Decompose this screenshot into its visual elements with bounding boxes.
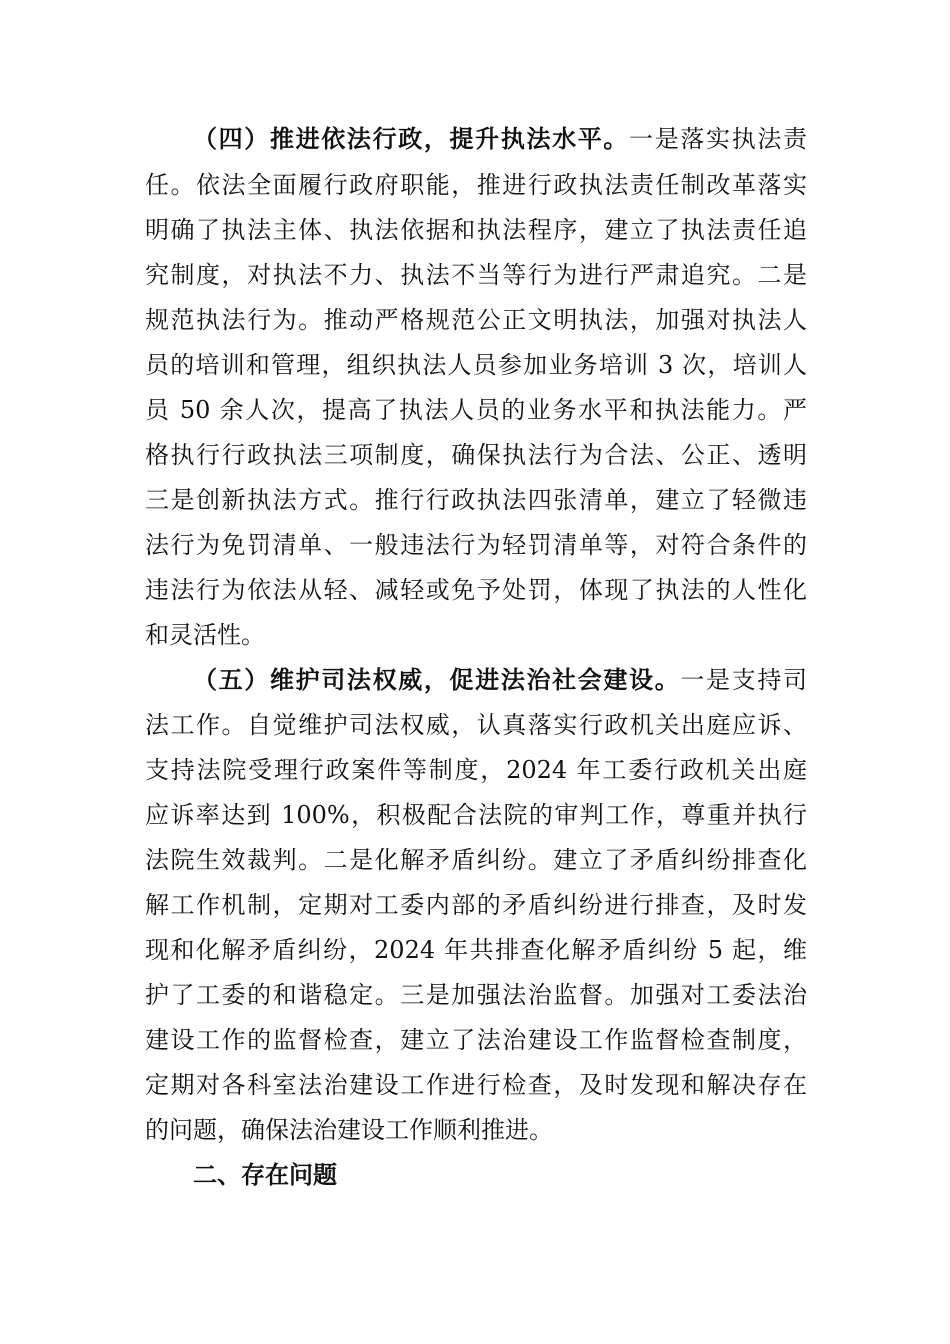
- paragraph-4-line-9: 三是创新执法方式。推行行政执法四张清单，建立了轻微违: [145, 486, 807, 514]
- paragraph-4-line-12: 和灵活性。: [145, 621, 265, 649]
- paragraph-5-line-7: 现和化解矛盾纠纷，2024 年共排查化解矛盾纠纷 5 起，维: [145, 936, 807, 964]
- paragraph-5-line-11: 的问题，确保法治建设工作顺利推进。: [145, 1116, 553, 1144]
- paragraph-4-line-10: 法行为免罚清单、一般违法行为轻罚清单等，对符合条件的: [145, 531, 807, 559]
- paragraph-4-line-4: 究制度，对执法不力、执法不当等行为进行严肃追究。二是: [145, 261, 807, 289]
- paragraph-5-line-1: [193, 657, 807, 703]
- paragraph-4-line-7: 员 50 余人次，提高了执法人员的业务水平和执法能力。严: [145, 396, 807, 424]
- paragraph-5-line-5: 法院生效裁判。二是化解矛盾纠纷。建立了矛盾纠纷排查化: [145, 846, 807, 874]
- paragraph-5-line-10: 定期对各科室法治建设工作进行检查，及时发现和解决存在: [145, 1071, 807, 1099]
- paragraph-4-line-6: 员的培训和管理，组织执法人员参加业务培训 3 次，培训人: [145, 351, 807, 379]
- paragraph-5-heading: （五）维护司法权威，促进法治社会建设。: [193, 665, 681, 694]
- paragraph-5-line-9: 建设工作的监督检查，建立了法治建设工作监督检查制度，: [145, 1026, 807, 1054]
- paragraph-5-line-4: 应诉率达到 100%，积极配合法院的审判工作，尊重并执行: [145, 801, 807, 829]
- paragraph-5-line-2: 法工作。自觉维护司法权威，认真落实行政机关出庭应诉、: [145, 711, 807, 739]
- paragraph-5-line-6: 解工作机制，定期对工委内部的矛盾纠纷进行排查，及时发: [145, 891, 807, 919]
- paragraph-4-line-1-text: 一是落实执法责: [629, 125, 808, 153]
- section-heading: 二、存在问题: [193, 1161, 337, 1189]
- paragraph-4-line-8: 格执行行政执法三项制度，确保执法行为合法、公正、透明: [145, 441, 807, 469]
- paragraph-5-line-1-text: 一是支持司: [680, 666, 807, 694]
- paragraph-4-heading: （四）推进依法行政，提升执法水平。: [193, 124, 630, 153]
- paragraph-5-line-8: 护了工委的和谐稳定。三是加强法治监督。加强对工委法治: [145, 981, 807, 1009]
- paragraph-4-line-1: [193, 116, 807, 162]
- paragraph-4-line-11: 违法行为依法从轻、减轻或免予处罚，体现了执法的人性化: [145, 576, 807, 604]
- paragraph-4-line-3: 明确了执法主体、执法依据和执法程序，建立了执法责任追: [145, 216, 807, 244]
- paragraph-5-line-3: 支持法院受理行政案件等制度，2024 年工委行政机关出庭: [145, 756, 807, 784]
- paragraph-4-line-5: 规范执法行为。推动严格规范公正文明执法，加强对执法人: [145, 306, 807, 334]
- paragraph-4-line-2: 任。依法全面履行政府职能，推进行政执法责任制改革落实: [145, 171, 807, 199]
